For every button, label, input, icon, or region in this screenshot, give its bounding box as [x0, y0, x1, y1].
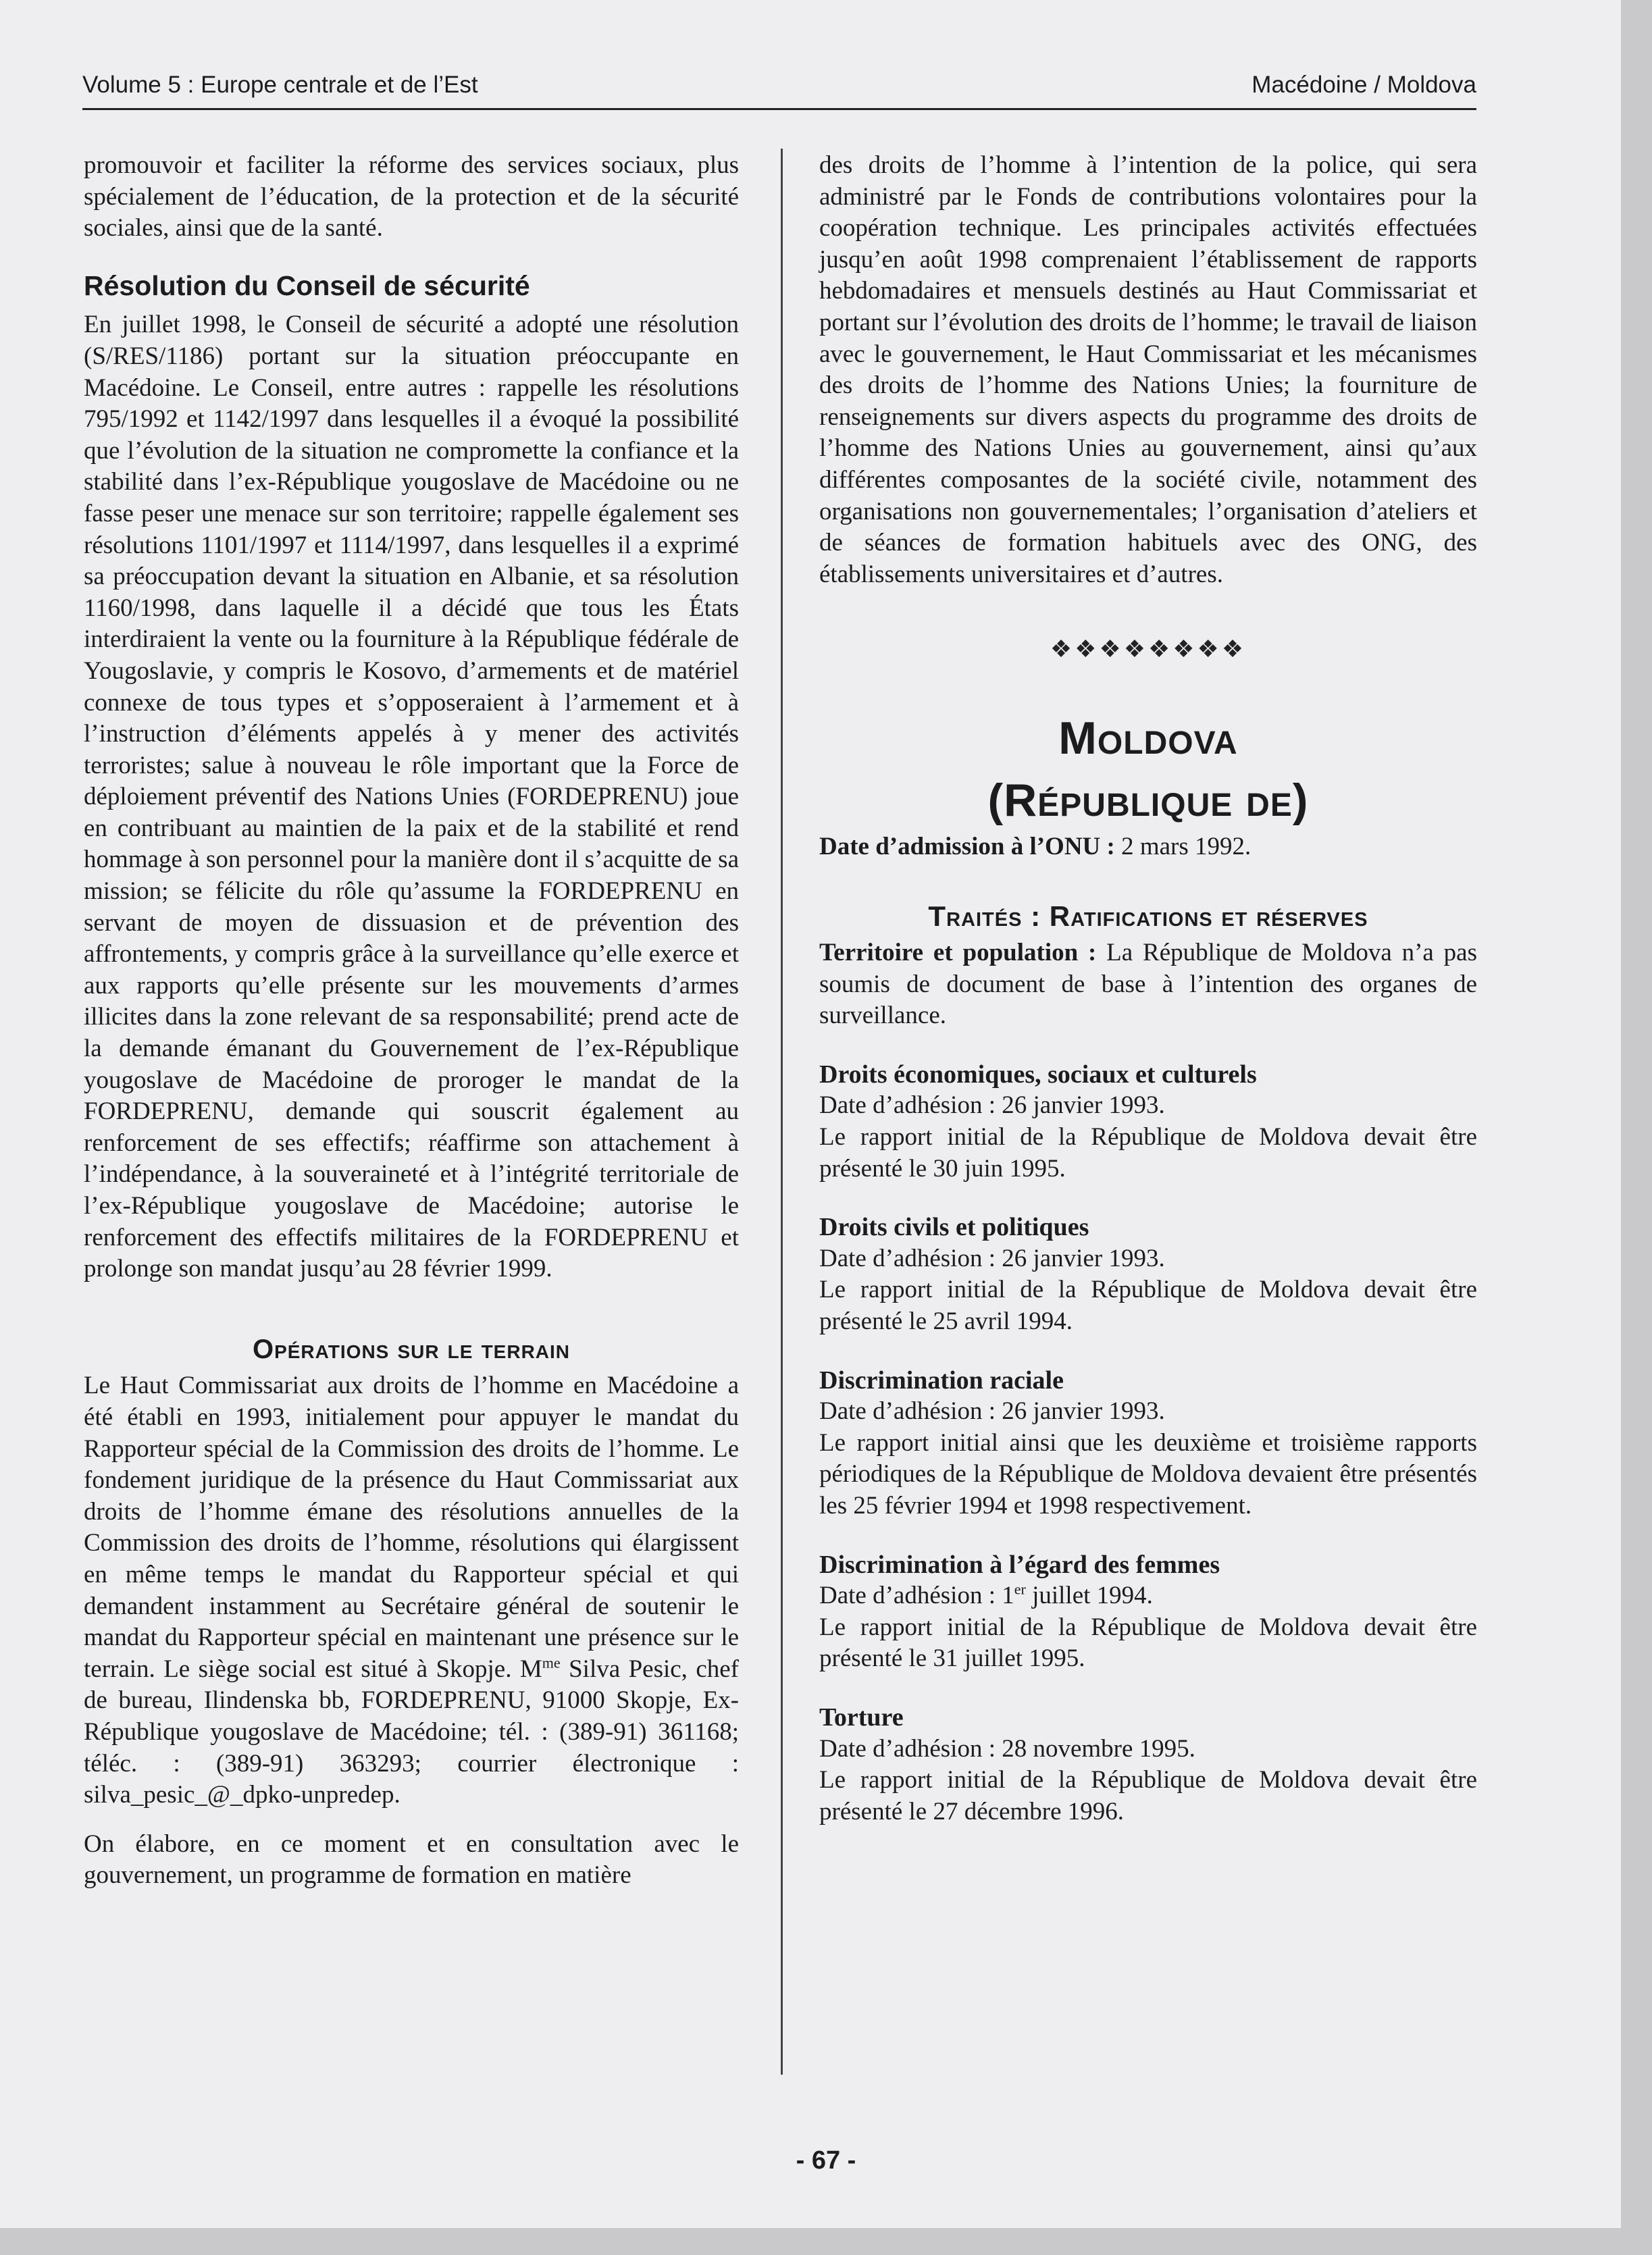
left-column	[84, 150, 739, 1892]
country-title-line2: (République de)	[987, 774, 1309, 826]
women-date-text-1: Date d’adhésion : 1	[819, 1582, 1014, 1610]
racial-heading: Discrimination raciale	[819, 1366, 1064, 1395]
scan-edge-bottom	[0, 2228, 1652, 2255]
intro-paragraph: promouvoir et faciliter la réforme des services sociaux, plus spécialement de l’éducation, de la protection et de la sécurité sociales, ainsi que de la santé.	[84, 151, 739, 242]
admission-value: 2 mars 1992.	[1114, 832, 1251, 860]
women-date-sup: er	[1014, 1580, 1026, 1598]
operations-paragraph	[84, 1370, 739, 1811]
econ-date: Date d’adhésion : 26 janvier 1993.	[819, 1091, 1165, 1120]
training-paragraph: On élabore, en ce moment et en consultation avec le gouvernement, un programme de formation en matière	[84, 1830, 739, 1890]
column-divider	[781, 149, 783, 2075]
header-volume: Volume 5 : Europe centrale et de l’Est	[82, 72, 478, 98]
treaties-heading: Traités : Ratifications et réserves	[928, 900, 1368, 932]
admission-label: Date d’admission à l’ONU :	[819, 832, 1115, 860]
scan-edge-right	[1621, 0, 1652, 2255]
header-section: Macédoine / Moldova	[1251, 72, 1476, 98]
operations-heading: Opérations sur le terrain	[252, 1334, 571, 1364]
continuation-paragraph: des droits de l’homme à l’intention de la police, qui sera administré par le Fonds de contributions volontaires pour la coopération technique. Les principales activités effectuées jusqu’en août 1998 comprenaient l’établissement de rapports hebdomadaires et mensuels destinés au Haut Commissariat et portant sur l’évolution des droits de l’homme; le travail de liaison avec le gouvernement, le Haut Commissariat et les mécanismes des droits de l’homme des Nations Unies; la fourniture de renseignements sur divers aspects du programme des droits de l’homme des Nations Unies au gouvernement, ainsi qu’aux différentes composantes de la société civile, notamment des organisations non gouvernementales; l’organisation d’ateliers et de séances de formation habituels avec des ONG, des établissements universitaires et d’autres.	[819, 151, 1477, 588]
civil-date: Date d’adhésion : 26 janvier 1993.	[819, 1244, 1165, 1272]
torture-date: Date d’adhésion : 28 novembre 1995.	[819, 1734, 1195, 1763]
women-heading: Discrimination à l’égard des femmes	[819, 1550, 1220, 1579]
racial-report: Le rapport initial ainsi que les deuxième et troisième rapports périodiques de la République de Moldova devaient être présentés les 25 février 1994 et 1998 respectivement.	[819, 1428, 1477, 1520]
right-column	[819, 150, 1477, 1828]
country-title-line1: Moldova	[1058, 712, 1238, 764]
women-date	[819, 1580, 1477, 1612]
resolution-heading: Résolution du Conseil de sécurité	[84, 269, 530, 301]
women-date-text-2: juillet 1994.	[1025, 1582, 1153, 1610]
resolution-paragraph: En juillet 1998, le Conseil de sécurité a adopté une résolution (S/RES/1186) portant sur la situation préoccupante en Macédoine. Le Conseil, entre autres : rappelle les résolutions 795/1992 et 1142/1997 dans lesquelles il a évoqué la possibilité que l’évolution de la situation ne compromette la confiance et la stabilité dans l’ex-République yougoslave de Macédoine ou ne fasse peser une menace sur son territoire; rappelle également ses résolutions 1101/1997 et 1114/1997, dans lesquelles il a exprimé sa préoccupation devant la situation en Albanie, et sa résolution 1160/1998, dans laquelle il a décidé que tous les États interdiraient la vente ou la fourniture à la République fédérale de Yougoslavie, y compris le Kosovo, d’armements et de matériel connexe de tous types et s’opposeraient à l’armement et à l’instruction d’éléments appelés à y mener des activités terroristes; salue à nouveau le rôle important que la Force de déploiement préventif des Nations Unies (FORDEPRENU) joue en contribuant au maintien de la paix et de la stabilité et rend hommage à son personnel pour la manière dont il s’acquitte de sa mission; se félicite du rôle qu’assume la FORDEPRENU en servant de moyen de dissuasion et de prévention des affrontements, y compris grâce à la surveillance qu’elle exerce et aux rapports qu’elle présente sur les mouvements d’armes illicites dans la zone relevant de sa responsabilité; prend acte de la demande émanant du Gouvernement de l’ex-République yougoslave de Macédoine de proroger le mandat de la FORDEPRENU, demande qui souscrit également au renforcement de ses effectifs; réaffirme son attachement à l’indépendance, à la souveraineté et à l’intégrité territoriale de l’ex-République yougoslave de Macédoine; autorise le renforcement des effectifs militaires de la FORDEPRENU et prolonge son mandat jusqu’au 28 février 1999.	[84, 311, 739, 1283]
header-rule	[82, 108, 1476, 110]
operations-text-1: Le Haut Commissariat aux droits de l’homme en Macédoine a été établi en 1993, initialement pour appuyer le mandat du Rapporteur spécial de la Commission des droits de l’homme. Le fondement juridique de la présence du Haut Commissariat aux droits de l’homme émane des résolutions annuelles de la Commission des droits de l’homme, résolutions qui élargissent en même temps le mandat du Rapporteur spécial et qui demandent instamment au Secrétaire général de soutenir le mandat du Rapporteur spécial en maintenant une présence sur le terrain. Le siège social est situé à Skopje. M	[84, 1372, 739, 1683]
territory-paragraph	[819, 937, 1477, 1032]
territory-label: Territoire et population :	[819, 939, 1097, 967]
women-report: Le rapport initial de la République de Moldova devait être présenté le 31 juillet 1995.	[819, 1613, 1477, 1673]
torture-report: Le rapport initial de la République de Moldova devait être présenté le 27 décembre 1996.	[819, 1766, 1477, 1825]
operations-text-2: Silva Pesic, chef de bureau, Ilindenska bb, FORDEPRENU, 91000 Skopje, Ex-République yougoslave de Macédoine; tél. : (389-91) 361168; téléc. : (389-91) 363293; courrier électronique : silva_pesic_@_dpko-unpredep.	[84, 1655, 740, 1809]
ornament-divider: ❖❖❖❖❖❖❖❖	[1050, 636, 1247, 663]
torture-heading: Torture	[819, 1703, 904, 1732]
page-number: - 67 -	[796, 2146, 856, 2175]
racial-date: Date d’adhésion : 26 janvier 1993.	[819, 1397, 1165, 1426]
running-header	[82, 72, 1476, 99]
econ-heading: Droits économiques, sociaux et culturels	[819, 1060, 1257, 1089]
territory-text: La République de Moldova n’a pas soumis de document de base à l’intention des organes de surveillance.	[819, 939, 1477, 1030]
operations-sup: me	[542, 1654, 561, 1671]
civil-heading: Droits civils et politiques	[819, 1213, 1089, 1242]
admission-line	[819, 831, 1477, 863]
econ-report: Le rapport initial de la République de Moldova devait être présenté le 30 juin 1995.	[819, 1123, 1477, 1183]
civil-report: Le rapport initial de la République de Moldova devait être présenté le 25 avril 1994.	[819, 1276, 1477, 1336]
